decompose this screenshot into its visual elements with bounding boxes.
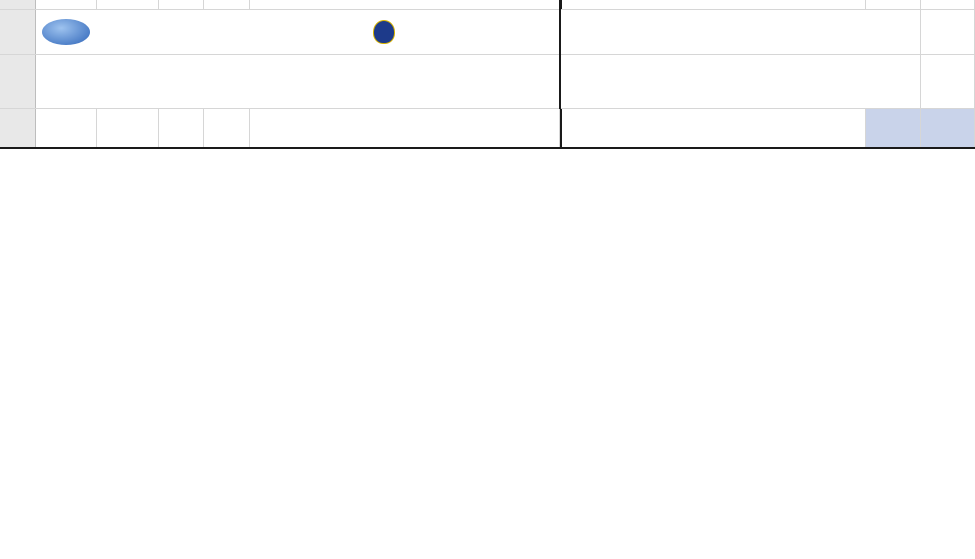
romania-crest-icon xyxy=(373,20,395,44)
row-1 xyxy=(0,0,975,10)
col-header-scenariu[interactable] xyxy=(866,109,921,147)
cell[interactable] xyxy=(97,0,159,9)
cell[interactable] xyxy=(159,0,204,9)
cell[interactable] xyxy=(866,10,921,54)
col-header-mediu[interactable] xyxy=(204,109,250,147)
col-header-localitate[interactable] xyxy=(97,109,159,147)
cell[interactable] xyxy=(921,0,975,9)
row-3 xyxy=(0,55,975,109)
cell[interactable] xyxy=(866,55,921,108)
col-header-uat[interactable] xyxy=(36,109,97,147)
row-header[interactable] xyxy=(0,10,36,54)
col-header-denumire-pj[interactable] xyxy=(250,109,560,147)
row-header[interactable] xyxy=(0,109,36,147)
cell[interactable] xyxy=(250,0,560,9)
col-header-statut[interactable] xyxy=(159,109,204,147)
cell[interactable] xyxy=(560,0,866,9)
thick-divider xyxy=(559,0,561,109)
cell[interactable] xyxy=(921,55,975,108)
row-header[interactable] xyxy=(0,0,36,9)
cell[interactable] xyxy=(921,10,975,54)
cell[interactable] xyxy=(36,0,97,9)
cell[interactable] xyxy=(866,0,921,9)
cell[interactable] xyxy=(204,0,250,9)
col-header-denumire-lunga[interactable] xyxy=(560,109,866,147)
isj-logo xyxy=(42,19,90,45)
col-header-rata[interactable] xyxy=(921,109,975,147)
row-header[interactable] xyxy=(0,55,36,108)
header-row xyxy=(0,109,975,149)
row-2-letterhead xyxy=(0,10,975,55)
